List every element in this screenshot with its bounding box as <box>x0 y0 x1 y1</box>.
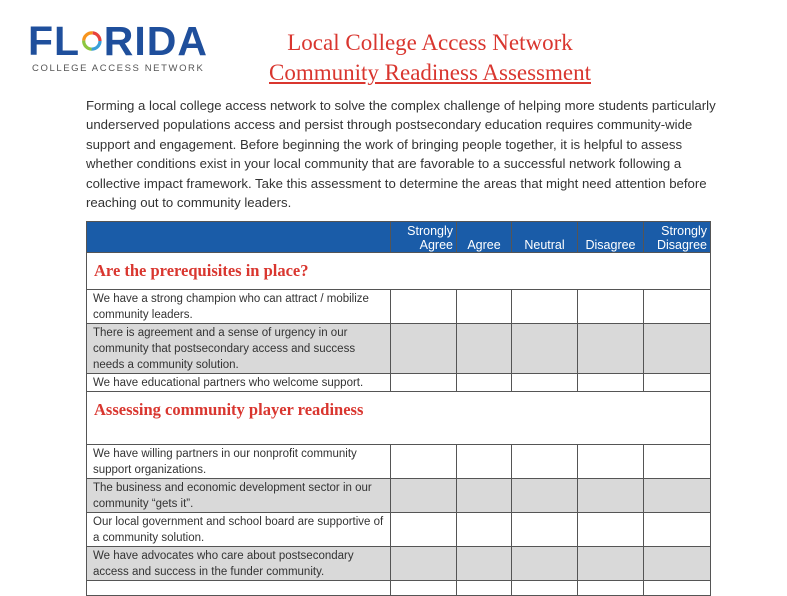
empty-cell <box>644 581 711 596</box>
section-heading: Are the prerequisites in place? <box>87 253 711 290</box>
rating-cell[interactable] <box>512 445 578 479</box>
table-row <box>87 513 711 547</box>
rating-cell[interactable] <box>457 513 512 547</box>
rating-cell[interactable] <box>578 324 644 374</box>
table-row <box>87 445 711 479</box>
rating-cell[interactable] <box>391 445 457 479</box>
rating-cell[interactable] <box>644 445 711 479</box>
rating-cell[interactable] <box>391 479 457 513</box>
rating-cell[interactable] <box>644 290 711 324</box>
header-strongly-agree: Strongly Agree <box>391 222 457 253</box>
table-row <box>87 290 711 324</box>
table-row <box>87 547 711 581</box>
rating-cell[interactable] <box>644 513 711 547</box>
intro-paragraph: Forming a local college access network to solve the complex challenge of helping more students particularly underserved populations access and persist through postsecondary education requires community-wide support and engagement. Before beginning the work of bringing people together, it is helpful to assess whether conditions exist in your local community that are favorable to a successful network following a collective impact framework. Take this assessment to determine the areas that might need attention before reaching out to community leaders. <box>86 98 716 211</box>
rating-cell[interactable] <box>512 513 578 547</box>
rating-cell[interactable] <box>578 479 644 513</box>
rating-cell[interactable] <box>644 324 711 374</box>
statement: Our local government and school board are supportive of a community solution. <box>87 513 391 547</box>
table-row-partial <box>87 581 711 596</box>
rating-cell[interactable] <box>644 479 711 513</box>
rating-cell[interactable] <box>644 547 711 581</box>
table-header-row <box>87 222 711 253</box>
rating-cell[interactable] <box>457 547 512 581</box>
rating-cell[interactable] <box>457 290 512 324</box>
table-row <box>87 324 711 374</box>
rating-cell[interactable] <box>391 290 457 324</box>
header-strongly-disagree: Strongly Disagree <box>644 222 711 253</box>
statement: We have advocates who care about postsecondary access and success in the funder community. <box>87 547 391 581</box>
statement: We have willing partners in our nonprofit community support organizations. <box>87 445 391 479</box>
rating-cell[interactable] <box>512 547 578 581</box>
section-heading: Assessing community player readiness <box>87 392 711 445</box>
rating-cell[interactable] <box>578 513 644 547</box>
page-subtitle: Community Readiness Assessment <box>269 60 591 85</box>
rating-cell[interactable] <box>578 290 644 324</box>
header-neutral: Neutral <box>512 222 578 253</box>
header-disagree: Disagree <box>578 222 644 253</box>
page-title: Local College Access Network <box>287 30 573 55</box>
rating-cell[interactable] <box>391 374 457 392</box>
empty-cell <box>391 581 457 596</box>
rating-cell[interactable] <box>512 479 578 513</box>
table-row <box>87 374 711 392</box>
rating-cell[interactable] <box>512 290 578 324</box>
rating-cell[interactable] <box>457 445 512 479</box>
rating-cell[interactable] <box>644 374 711 392</box>
statement: We have a strong champion who can attract / mobilize community leaders. <box>87 290 391 324</box>
rating-cell[interactable] <box>512 324 578 374</box>
empty-cell <box>87 581 391 596</box>
empty-cell <box>457 581 512 596</box>
rating-cell[interactable] <box>391 324 457 374</box>
rating-cell[interactable] <box>457 374 512 392</box>
logo-wordmark <box>28 20 208 62</box>
header-blank-cell <box>87 222 391 253</box>
section-heading-row <box>87 253 711 290</box>
table-row <box>87 479 711 513</box>
statement: The business and economic development sector in our community “gets it”. <box>87 479 391 513</box>
statement: We have educational partners who welcome support. <box>87 374 391 392</box>
section-heading-row <box>87 392 711 445</box>
rating-cell[interactable] <box>578 547 644 581</box>
logo-word-left: FL <box>28 18 81 64</box>
rating-cell[interactable] <box>457 479 512 513</box>
logo-word-right: RIDA <box>103 18 208 64</box>
florida-logo <box>28 20 208 74</box>
logo-o-icon <box>81 23 103 59</box>
rating-cell[interactable] <box>578 374 644 392</box>
rating-cell[interactable] <box>578 445 644 479</box>
assessment-table <box>86 221 711 596</box>
logo-subtitle: COLLEGE ACCESS NETWORK <box>32 63 205 74</box>
header-agree: Agree <box>457 222 512 253</box>
rating-cell[interactable] <box>512 374 578 392</box>
rating-cell[interactable] <box>391 547 457 581</box>
title-block <box>230 28 630 88</box>
empty-cell <box>578 581 644 596</box>
empty-cell <box>512 581 578 596</box>
rating-cell[interactable] <box>391 513 457 547</box>
rating-cell[interactable] <box>457 324 512 374</box>
statement: There is agreement and a sense of urgency in our community that postsecondary access and success needs a community solution. <box>87 324 391 374</box>
